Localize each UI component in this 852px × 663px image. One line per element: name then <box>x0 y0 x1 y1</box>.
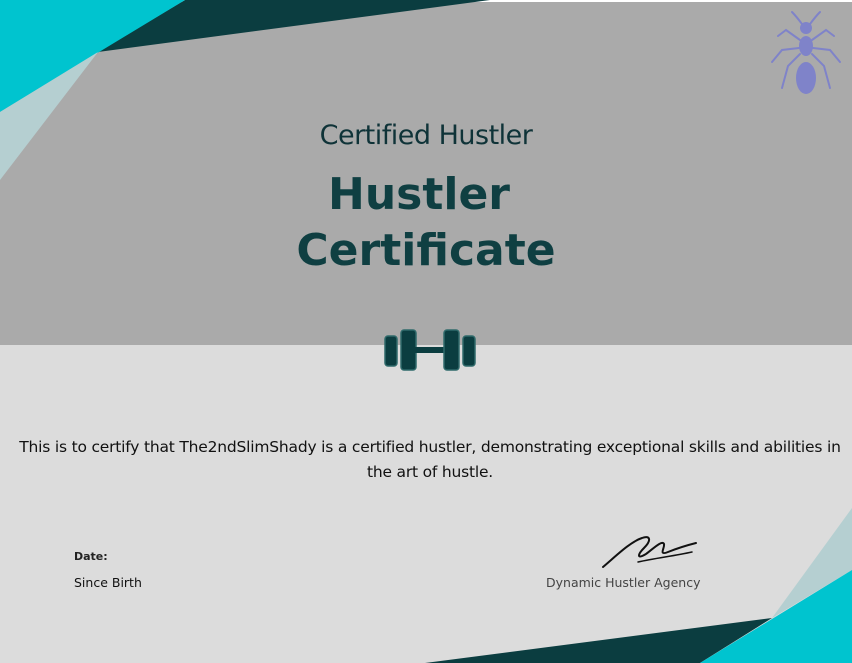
certificate-statement: This is to certify that The2ndSlimShady is a certified hustler, demonstrating exceptional skills and abilities in the art of hustle. <box>19 438 841 481</box>
certificate-title-line2: Certificate <box>296 225 556 276</box>
certificate-subtitle: Certified Hustler <box>319 120 533 151</box>
dumbbell-icon <box>384 328 477 372</box>
ant-icon <box>768 10 844 100</box>
signature-mark <box>598 532 698 572</box>
date-label: Date: <box>74 550 108 563</box>
bottom-right-teal-shape <box>700 570 852 663</box>
certificate-title-line1: Hustler <box>328 169 510 220</box>
issuer-name: Dynamic Hustler Agency <box>546 575 701 590</box>
date-value: Since Birth <box>74 575 142 590</box>
